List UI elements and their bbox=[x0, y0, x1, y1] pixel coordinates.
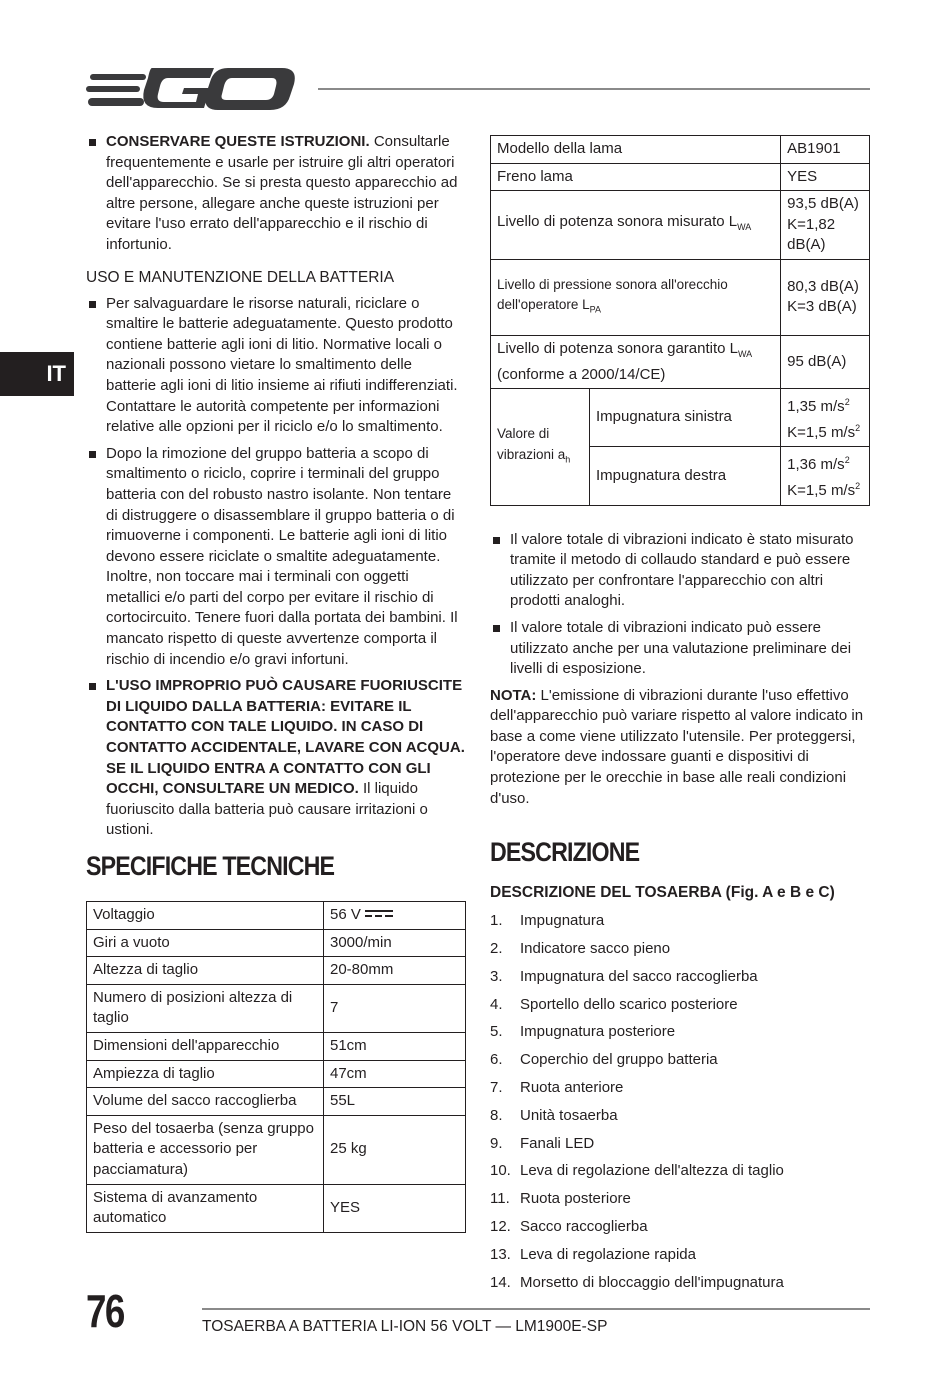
note-paragraph: NOTA: L'emissione di vibrazioni durante l'uso effettivo dell'apparecchio può variare rispetto al valore indicato in base a come viene utilizzato l'utensile. Per proteggersi, l'operatore deve indossare guanti e dispositivi di protezione per le orecchie in base alle reali condizioni d'uso. bbox=[490, 686, 864, 807]
description-heading: DESCRIZIONE bbox=[490, 837, 640, 868]
dc-symbol-icon bbox=[365, 909, 393, 919]
table-row: Giri a vuoto 3000/min bbox=[87, 929, 466, 957]
list-item: Il valore totale di vibrazioni indicato è stato misurato tramite il metodo di collaudo standard e può essere utilizzato per confrontare l'apparecchio con altri prodotti analoghi. bbox=[490, 530, 870, 612]
list-item: 14. Morsetto di bloccaggio dell'impugnatura bbox=[490, 1273, 784, 1291]
list-item: L'USO IMPROPRIO PUÒ CAUSARE FUORIUSCITE DI LIQUIDO DALLA BATTERIA: EVITARE IL CONTATTO CON TALE LIQUIDO. IN CASO DI CONTATTO ACCIDENTALE, LAVARE CON ACQUA. SE IL LIQUIDO ENTRA A CONTATTO CON GLI OCCHI, CONSULTARE UN MEDICO. Il liquido fuoriuscito dalla batteria può causare irritazioni o ustioni. bbox=[86, 676, 466, 841]
table-row: Livello di potenza sonora misurato $L_{WA}$ 93,5 dB(A) K=1,82 dB(A) bbox=[491, 191, 870, 260]
page-number: 76 bbox=[86, 1285, 124, 1337]
list-item: Il valore totale di vibrazioni indicato può essere utilizzato anche per una valutazione preliminare dei livelli di esposizione. bbox=[490, 618, 870, 680]
language-tab: IT bbox=[0, 352, 74, 396]
top-bullets bbox=[86, 132, 466, 256]
parts-list bbox=[490, 911, 870, 1300]
table-row: Modello della lama AB1901 bbox=[491, 136, 870, 164]
table-row: Valore di vibrazioni $a_h$ Impugnatura sinistra 1,35 $m/s^2$ K=1,5 $m/s^2$ bbox=[491, 389, 870, 447]
list-item: 2. Indicatore sacco pieno bbox=[490, 940, 671, 958]
header-rule bbox=[318, 88, 870, 90]
table-row: Dimensioni dell'apparecchio 51cm bbox=[87, 1032, 466, 1060]
list-item: 9. Fanali LED bbox=[490, 1134, 595, 1152]
spec-table bbox=[86, 901, 466, 1233]
left-column bbox=[86, 132, 466, 1233]
list-item: 4. Sportello dello scarico posteriore bbox=[490, 995, 738, 1013]
noise-vibration-table bbox=[490, 135, 870, 506]
table-row: Ampiezza di taglio 47cm bbox=[87, 1060, 466, 1088]
list-item: 6. Coperchio del gruppo batteria bbox=[490, 1051, 718, 1069]
table-row: Livello di pressione sonora all'orecchio dell'operatore $L_{PA}$ 80,3 dB(A) K=3 dB(A) bbox=[491, 259, 870, 335]
table-row: Altezza di taglio 20-80mm bbox=[87, 957, 466, 985]
battery-bullets bbox=[86, 294, 466, 841]
table-row: Peso del tosaerba (senza gruppo batteria e accessorio per pacciamatura) 25 kg bbox=[87, 1115, 466, 1184]
table-row: Freno lama YES bbox=[491, 163, 870, 191]
table-row: Livello di potenza sonora garantito $L_{WA}$ (conforme a 2000/14/CE) 95 dB(A) bbox=[491, 335, 870, 388]
list-item: Dopo la rimozione del gruppo batteria a scopo di smaltimento o riciclo, coprire i terminali del gruppo batteria con del robusto nastro isolante. Non tentare di distruggere o disassemblare il gruppo batteria o di rimuoverne i componenti. Le batterie agli ioni di litio devono essere riciclate o smaltite adeguatamente. Inoltre, non toccare mai i terminali con oggetti metallici e/o parti del corpo per evitare il rischio di cortocircuito. Tenere fuori dalla portata dei bambini. Il mancato rispetto di queste avvertenze comporta il rischio di incendio e/o gravi infortuni. bbox=[86, 444, 466, 671]
list-item: CONSERVARE QUESTE ISTRUZIONI. Consultarle frequentemente e usarle per istruire gli altri operatori dell'apparecchio. Se si presta questo apparecchio ad altre persone, allegare anche queste istruzioni per evitare l'uso errato dell'apparecchio e il rischio di infortunio. bbox=[86, 132, 466, 256]
list-item: 13. Leva di regolazione rapida bbox=[490, 1245, 696, 1263]
list-item: Per salvaguardare le risorse naturali, riciclare o smaltire le batterie adeguatamente. Questo prodotto contiene batterie agli ioni di litio. Normative locali o nazionali possono vietare lo smaltimento delle batterie agli ioni di litio insieme ai rifiuti indifferenziati. Contattare le autorità competente per informazioni relative alle opzioni per il riciclo e/o lo smaltimento. bbox=[86, 294, 466, 438]
footer-rule bbox=[202, 1308, 870, 1310]
list-item: 7. Ruota anteriore bbox=[490, 1079, 624, 1097]
right-column bbox=[490, 135, 870, 1300]
list-item: 8. Unità tosaerba bbox=[490, 1106, 618, 1124]
spec-heading: SPECIFICHE TECNICHE bbox=[86, 851, 335, 881]
vibration-bullets bbox=[490, 530, 870, 680]
table-row: Sistema di avanzamento automatico YES bbox=[87, 1184, 466, 1232]
table-row: Numero di posizioni altezza di taglio 7 bbox=[87, 984, 466, 1032]
list-item: 1. Impugnatura bbox=[490, 912, 605, 930]
table-row: Impugnatura destra 1,36 $m/s^2$ K=1,5 $m/s^2$ bbox=[491, 447, 870, 505]
list-item: 10. Leva di regolazione dell'altezza di taglio bbox=[490, 1162, 784, 1180]
list-item: 12. Sacco raccoglierba bbox=[490, 1218, 648, 1236]
battery-heading: USO E MANUTENZIONE DELLA BATTERIA bbox=[86, 268, 395, 286]
ego-logo bbox=[86, 64, 298, 114]
list-item: 3. Impugnatura del sacco raccoglierba bbox=[490, 967, 758, 985]
table-row: Voltaggio 56 V bbox=[87, 902, 466, 930]
table-row: Volume del sacco raccoglierba 55L bbox=[87, 1088, 466, 1116]
description-subheading: DESCRIZIONE DEL TOSAERBA (Fig. A e B e C) bbox=[490, 884, 835, 902]
list-item: 11. Ruota posteriore bbox=[490, 1190, 631, 1208]
footer-title: TOSAERBA A BATTERIA LI-ION 56 VOLT — LM1900E-SP bbox=[202, 1318, 608, 1335]
list-item: 5. Impugnatura posteriore bbox=[490, 1023, 676, 1041]
